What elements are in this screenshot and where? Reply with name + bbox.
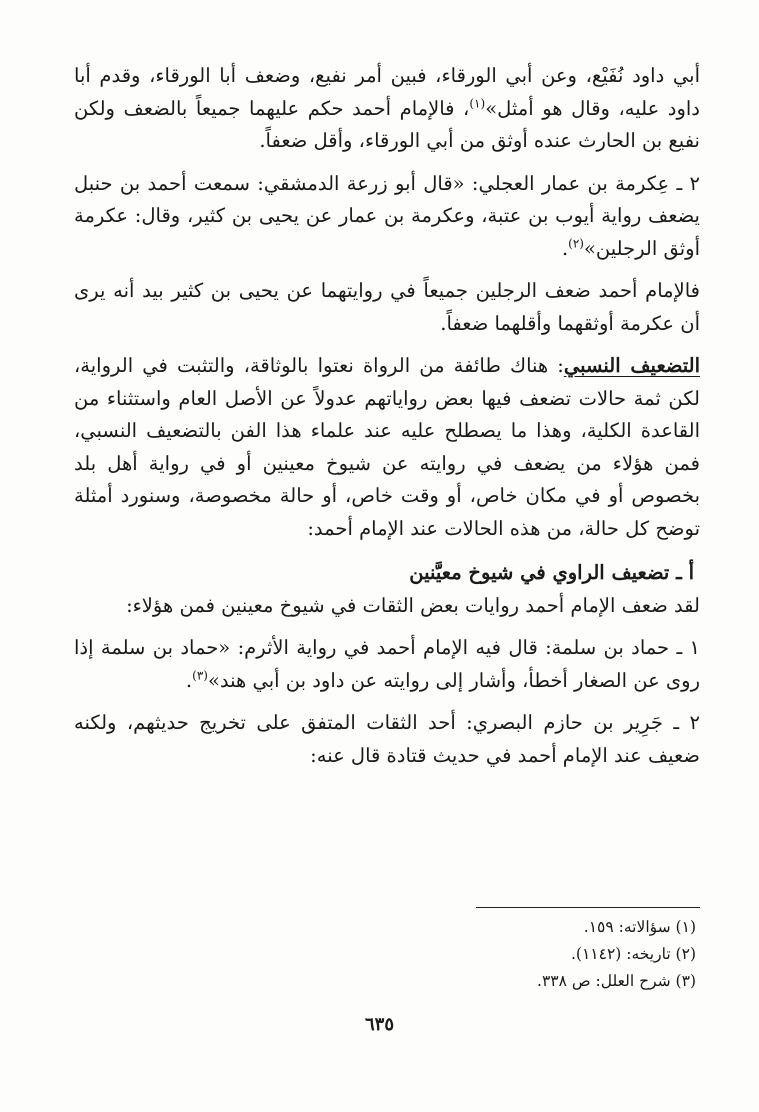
footnote-1: (١) سؤالاته: ١٥٩.: [583, 918, 696, 936]
subsection-heading: أ ـ تضعيف الراوي في شيوخ معيَّنين: [409, 561, 694, 584]
footnote-ref-2[interactable]: (٢): [568, 236, 584, 250]
paragraph-2: ٢ ـ عِكرمة بن عمار العجلي: «قال أبو زرعة الدمشقي: سمعت أحمد بن حنبل يضعف رواية أيوب بن عتبة، وعكرمة بن عمار عن يحيى بن كثير، وقال: عكرمة أوثق الرجلين»$^{(٢)}$.: [74, 171, 700, 260]
paragraph-5: لقد ضعف الإمام أحمد روايات بعض الثقات في شيوخ معينين فمن هؤلاء:: [126, 593, 700, 617]
paragraph-6: ١ ـ حماد بن سلمة: قال فيه الإمام أحمد في رواية الأثرم: «حماد بن سلمة إذا روى عن الصغار أخطأ، وأشار إلى روايته عن داود بن أبي هند»$^{(٣)}$.: [74, 636, 700, 692]
section-heading: التضعيف النسبي: [563, 354, 700, 377]
paragraph-4: التضعيف النسبي: هناك طائفة من الرواة نعتوا بالوثاقة، والتثبت في الرواية، لكن ثمة حالات تضعف فيها بعض رواياتهم عدولاً عن الأصل العام واستثناء من القاعدة الكلية، وهذا ما يصطلح عليه عند علماء هذا الفن بالتضعيف النسبي، فمن هؤلاء من يضعف في روايته عن شيوخ معينين أو في رواية أهل بلد بخصوص أو في مكان خاص، أو وقت خاص، أو حالة مخصوصة، وسنورد أمثلة توضح كل حالة، من هذه الحالات عند الإمام أحمد:: [74, 354, 700, 540]
footnote-divider: [476, 907, 700, 908]
main-text: [74, 60, 700, 772]
paragraph-1: أبي داود نُفَيْع، وعن أبي الورقاء، فبين أمر نفيع، وضعف أبا الورقاء، وقدم أبا داود عليه، وقال هو أمثل»$^{(١)}$، فالإمام أحمد حكم عليهما جميعاً بالضعف ولكن نفيع بن الحارث عنده أوثق من أبي الورقاء، وأقل ضعفاً.: [74, 64, 700, 152]
footnote-3: (٣) شرح العلل: ص ٣٣٨.: [537, 972, 696, 990]
footnote-ref-3[interactable]: (٣): [192, 668, 208, 682]
footnote-2: (٢) تاريخه: (١١٤٢).: [570, 945, 696, 963]
page-number: ٦٣٥: [364, 1014, 394, 1035]
footnotes: [74, 914, 700, 995]
footnote-ref-1[interactable]: (١): [469, 96, 486, 110]
paragraph-3: فالإمام أحمد ضعف الرجلين جميعاً في روايتهما عن يحيى بن كثير بيد أنه يرى أن عكرمة أوثقهما وأقلهما ضعفاً.: [74, 279, 700, 335]
paragraph-7: ٢ ـ جَرِير بن حازم البصري: أحد الثقات المتفق على تخريج حديثهم، ولكنه ضعيف عند الإمام أحمد في حديث قتادة قال عنه:: [74, 711, 700, 767]
